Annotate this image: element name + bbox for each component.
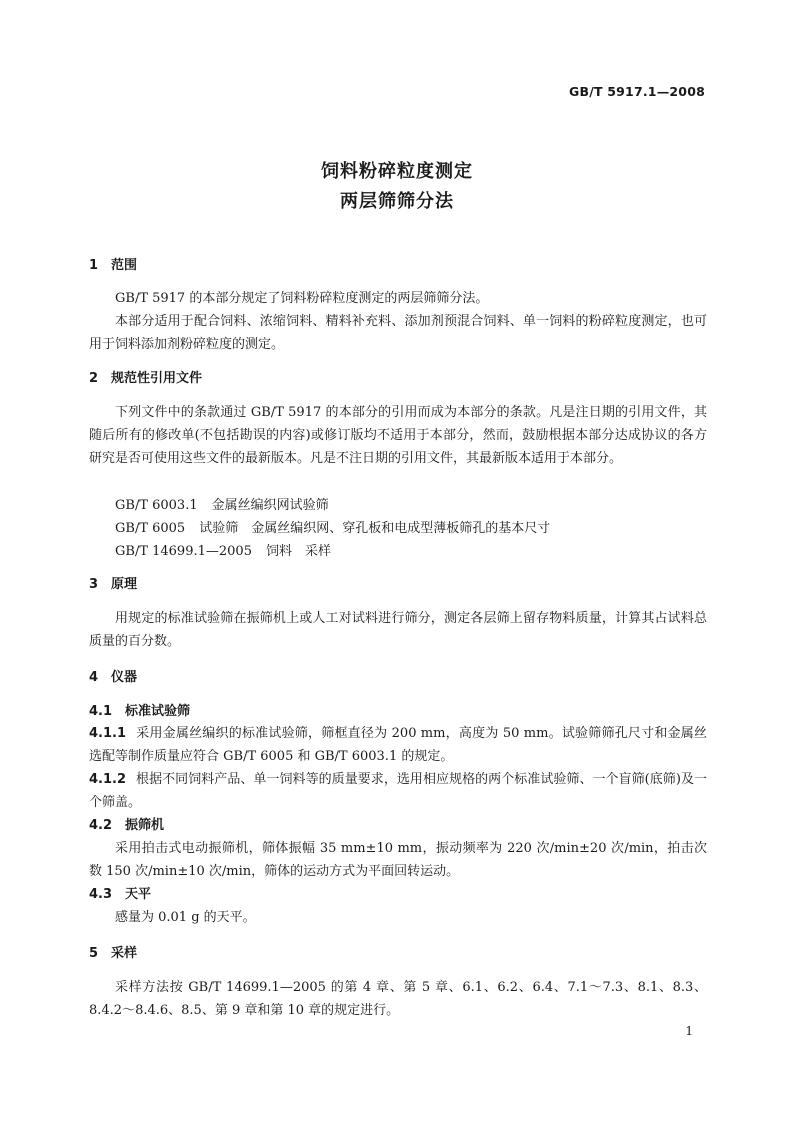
standard-code: GB/T 5917.1—2008 — [569, 84, 705, 99]
subsection-4-3-text: 感量为 0.01 g 的天平。 — [115, 910, 256, 925]
section-5 — [89, 942, 707, 965]
normative-reference: GB/T 6005 试验筛 金属丝编织网、穿孔板和电成型薄板筛孔的基本尺寸 — [115, 521, 551, 536]
document-title-line1: 饲料粉碎粒度测定 — [321, 161, 473, 182]
section-3-heading: 3 原理 — [89, 577, 138, 592]
subsection-4-3-heading: 4.3 天平 — [89, 887, 152, 902]
section-5-para-1: 采样方法按 GB/T 14699.1—2005 的第 4 章、第 5 章、6.1、6.2、6.4、7.1～7.3、8.1、8.3、8.4.2～8.4.6、8.5、第 9 章和第 10 章的规定进行。 — [89, 980, 707, 1018]
section-2 — [89, 367, 707, 390]
section-4 — [89, 666, 707, 689]
normative-reference: GB/T 6003.1 金属丝编织网试验筛 — [115, 498, 329, 513]
section-4-heading: 4 仪器 — [89, 670, 138, 685]
clause-4-1-2: 4.1.2 根据不同饲料产品、单一饲料等的质量要求，选用相应规格的两个标准试验筛、一个盲筛(底筛)及一个筛盖。 — [89, 772, 707, 810]
clause-4-1-1: 4.1.1 采用金属丝编织的标准试验筛，筛框直径为 200 mm，高度为 50 mm。试验筛筛孔尺寸和金属丝选配等制作质量应符合 GB/T 6005 和 GB/T 6003.1 的规定。 — [89, 726, 707, 764]
normative-reference: GB/T 14699.1—2005 饲料 采样 — [115, 544, 331, 559]
section-1 — [89, 254, 707, 277]
section-2-para-1: 下列文件中的条款通过 GB/T 5917 的本部分的引用而成为本部分的条款。凡是注日期的引用文件，其随后所有的修改单(不包括勘误的内容)或修订版均不适用于本部分，然而，鼓励根据本部分达成协议的各方研究是否可使用这些文件的最新版本。凡是不注日期的引用文件，其最新版本适用于本部分。 — [89, 405, 707, 466]
section-2-heading: 2 规范性引用文件 — [89, 371, 203, 386]
section-3-para-1: 用规定的标准试验筛在振筛机上或人工对试料进行筛分，测定各层筛上留存物料质量，计算其占试料总质量的百分数。 — [89, 611, 707, 649]
section-3 — [89, 573, 707, 596]
page-number: 1 — [685, 1024, 693, 1038]
subsection-4-1-heading: 4.1 标准试验筛 — [89, 704, 191, 719]
subsection-4-2-heading: 4.2 振筛机 — [89, 818, 165, 833]
section-1-heading: 1 范围 — [89, 258, 138, 273]
subsection-4-2-text: 采用拍击式电动振筛机，筛体振幅 35 mm±10 mm，振动频率为 220 次/min±20 次/min，拍击次数 150 次/min±10 次/min，筛体的运动方式为平面回转运动。 — [89, 841, 707, 879]
section-1-para-1: GB/T 5917 的本部分规定了饲料粉碎粒度测定的两层筛筛分法。 — [115, 291, 489, 306]
section-1-para-2: 本部分适用于配合饲料、浓缩饲料、精料补充料、添加剂预混合饲料、单一饲料的粉碎粒度测定，也可用于饲料添加剂粉碎粒度的测定。 — [89, 314, 707, 352]
document-title-line2: 两层筛筛分法 — [340, 191, 454, 212]
section-5-heading: 5 采样 — [89, 946, 138, 961]
